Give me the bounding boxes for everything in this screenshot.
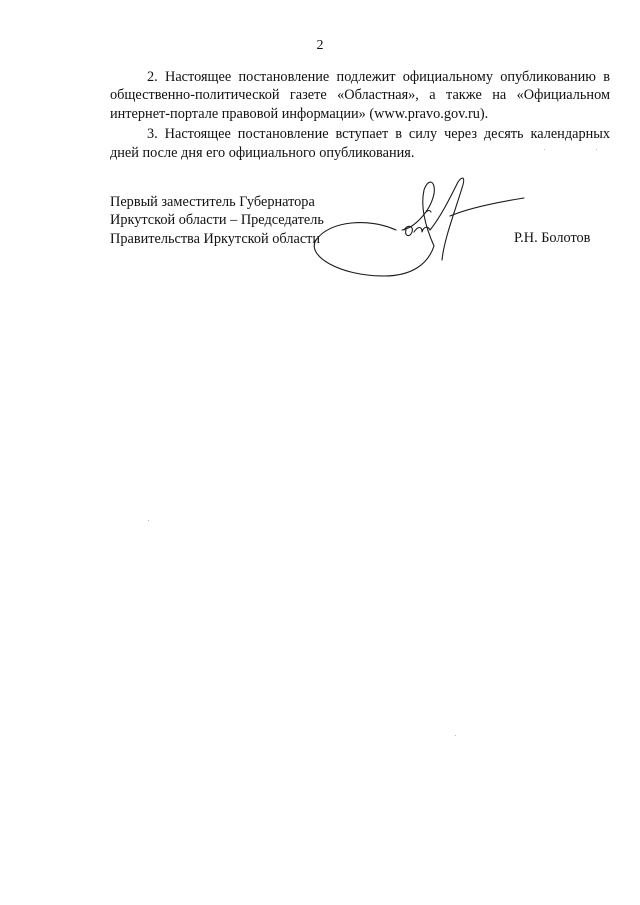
paragraph-effective-date: 3. Настоящее постановление вступает в силу через десять календарных дней после дня его официального опубликования. (110, 126, 610, 161)
signatory-title-line: Первый заместитель Губернатора (110, 194, 315, 210)
paragraph-publication: 2. Настоящее постановление подлежит официальному опубликованию в общественно-политической газете «Областная», а также на «Официальном интернет-портале правовой информации» (www.pravo.gov.ru). (110, 69, 610, 122)
signatory-title-line: Иркутской области – Председатель (110, 212, 324, 229)
document-body (110, 68, 610, 164)
signer-name: Р.Н. Болотов (514, 230, 591, 246)
scan-speck (148, 520, 149, 521)
scan-speck (544, 149, 545, 150)
scan-speck (455, 735, 456, 736)
handwritten-signature (300, 168, 530, 298)
signatory-title (110, 193, 324, 248)
scan-speck (596, 149, 597, 150)
signatory-title-line: Правительства Иркутской области (110, 230, 321, 247)
page-number: 2 (316, 38, 324, 53)
